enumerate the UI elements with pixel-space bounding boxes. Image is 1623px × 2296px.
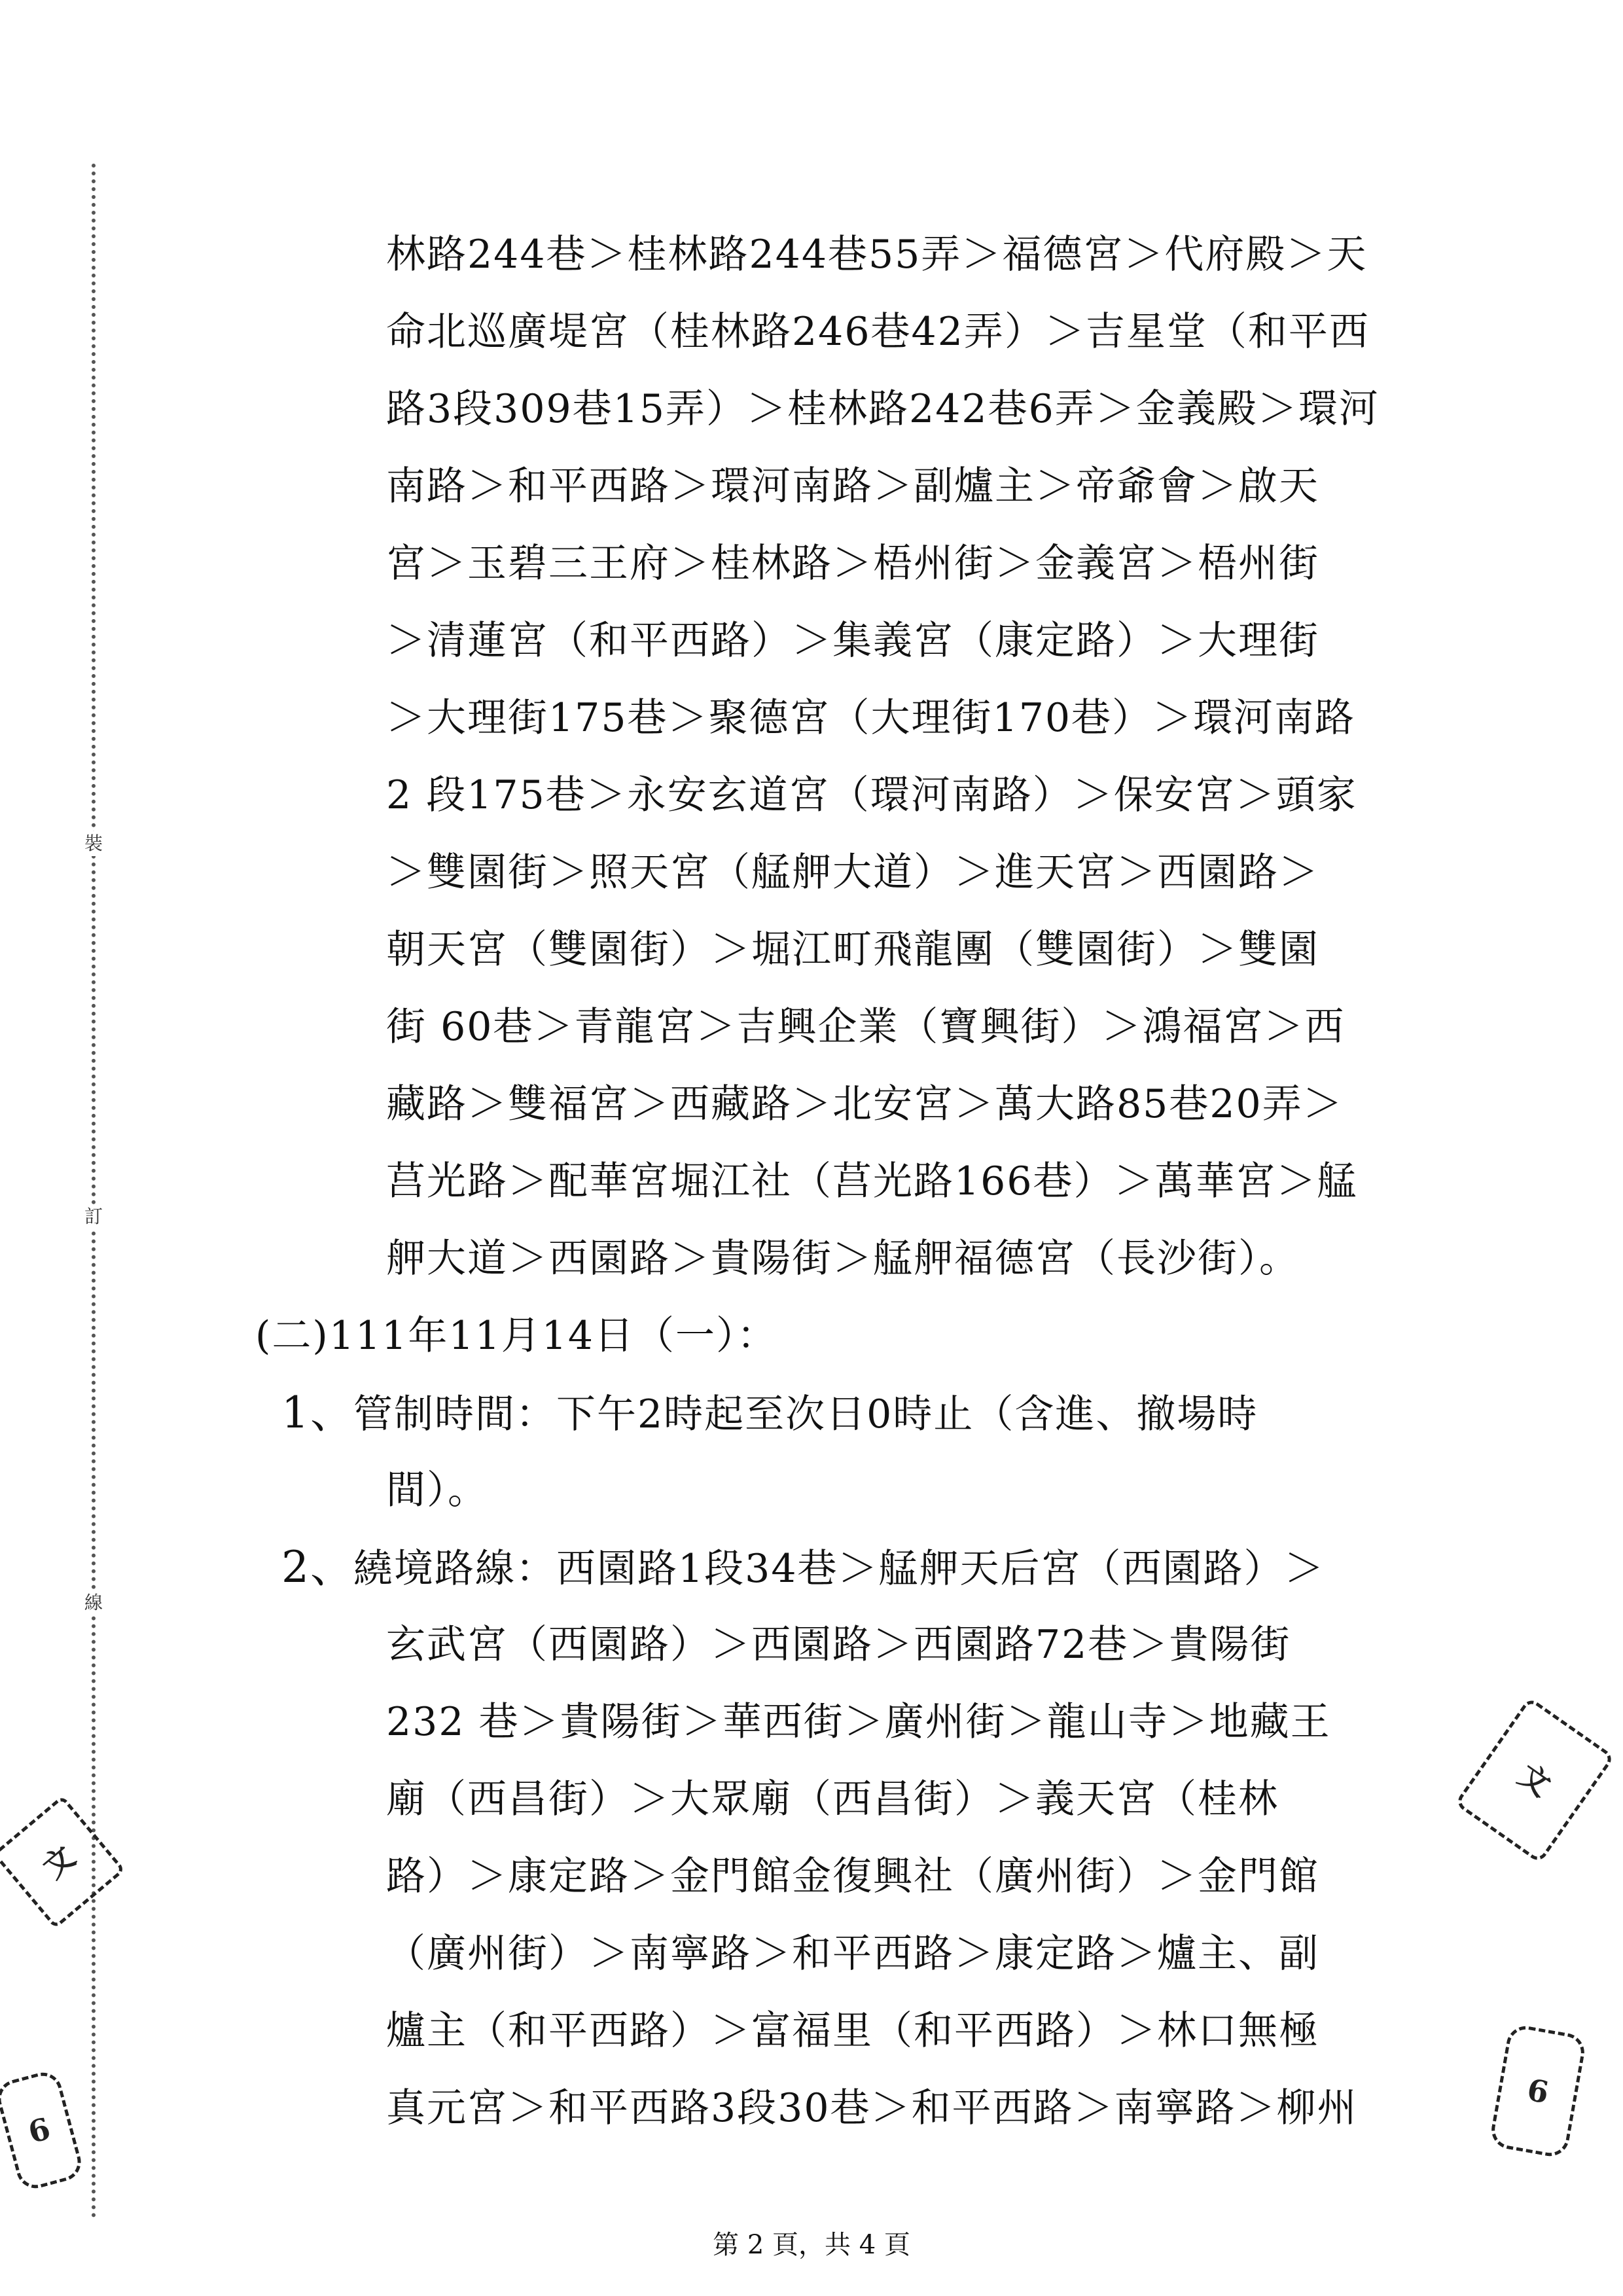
item-2-text: 繞境路線：西園路1段34巷＞艋舺天后宮（西園路）＞ [353,1546,1325,1592]
route-line: 路3段309巷15弄）＞桂林路242巷6弄＞金義殿＞環河 [386,386,1380,432]
seal-stamp-left-bottom: 6 [0,2068,85,2193]
item-2-line: 爐主（和平西路）＞富福里（和平西路）＞林口無極 [386,2008,1319,2054]
route-line: 舺大道＞西園路＞貴陽街＞艋舺福德宮（長沙街）。 [386,1236,1300,1282]
route-line: 2 段175巷＞永安玄道宮（環河南路）＞保安宮＞頭家 [386,772,1357,818]
item-2-first-line [281,1529,1446,1606]
binding-mark-zhuang: 裝 [81,831,106,856]
route-line: ＞清蓮宮（和平西路）＞集義宮（康定路）＞大理街 [386,618,1319,664]
route-line: 莒光路＞配華宮堀江社（莒光路166巷）＞萬華宮＞艋 [386,1158,1358,1204]
item-1-first-line [281,1374,1446,1452]
route-line: 南路＞和平西路＞環河南路＞副爐主＞帝爺會＞啟天 [386,463,1319,509]
binding-dotted-line [92,164,96,2219]
item-2-line: 廟（西昌街）＞大眾廟（西昌街）＞義天宮（桂林 [386,1776,1279,1822]
route-line: 朝天宮（雙園街）＞堀江町飛龍團（雙園街）＞雙園 [386,927,1319,973]
item-1-line: 間）。 [386,1467,488,1513]
seal-stamp-right-top: 文 [1454,1696,1615,1864]
item-2-line: 路）＞康定路＞金門館金復興社（廣州街）＞金門館 [386,1854,1319,1899]
seal-stamp-right-bottom: 6 [1488,2023,1587,2159]
item-2-line: 232 巷＞貴陽街＞華西街＞廣州街＞龍山寺＞地藏王 [386,1699,1331,1745]
item-2-line: 真元宮＞和平西路3段30巷＞和平西路＞南寧路＞柳州 [386,2085,1358,2131]
route-line: 街 60巷＞青龍宮＞吉興企業（寶興街）＞鴻福宮＞西 [386,1004,1346,1050]
route-line: ＞雙園街＞照天宮（艋舺大道）＞進天宮＞西園路＞ [386,850,1319,895]
item-1-text: 管制時間：下午2時起至次日0時止（含進、撤場時 [353,1391,1258,1437]
binding-mark-xian: 線 [81,1590,106,1615]
route-line: 林路244巷＞桂林路244巷55弄＞福德宮＞代府殿＞天 [386,232,1368,278]
seal-stamp-left-top: 文 [0,1795,126,1929]
route-line: ＞大理街175巷＞聚德宮（大理街170巷）＞環河南路 [386,695,1356,741]
route-line: 宮＞玉碧三王府＞桂林路＞梧州街＞金義宮＞梧州街 [386,541,1319,586]
document-body [255,216,1446,2147]
section-heading: (二)111年11月14日（一）： [255,1313,778,1359]
page-number-footer: 第 2 頁，共 4 頁 [713,2230,910,2260]
route-line: 藏路＞雙福宮＞西藏路＞北安宮＞萬大路85巷20弄＞ [386,1081,1344,1127]
item-1-number: 1、 [281,1388,355,1438]
item-2-number: 2、 [281,1542,355,1592]
binding-mark-ding: 訂 [81,1204,106,1229]
route-line: 命北巡廣堤宮（桂林路246巷42弄）＞吉星堂（和平西 [386,309,1370,355]
item-2-line: 玄武宮（西園路）＞西園路＞西園路72巷＞貴陽街 [386,1622,1291,1668]
item-2-line: （廣州街）＞南寧路＞和平西路＞康定路＞爐主、副 [386,1931,1319,1977]
